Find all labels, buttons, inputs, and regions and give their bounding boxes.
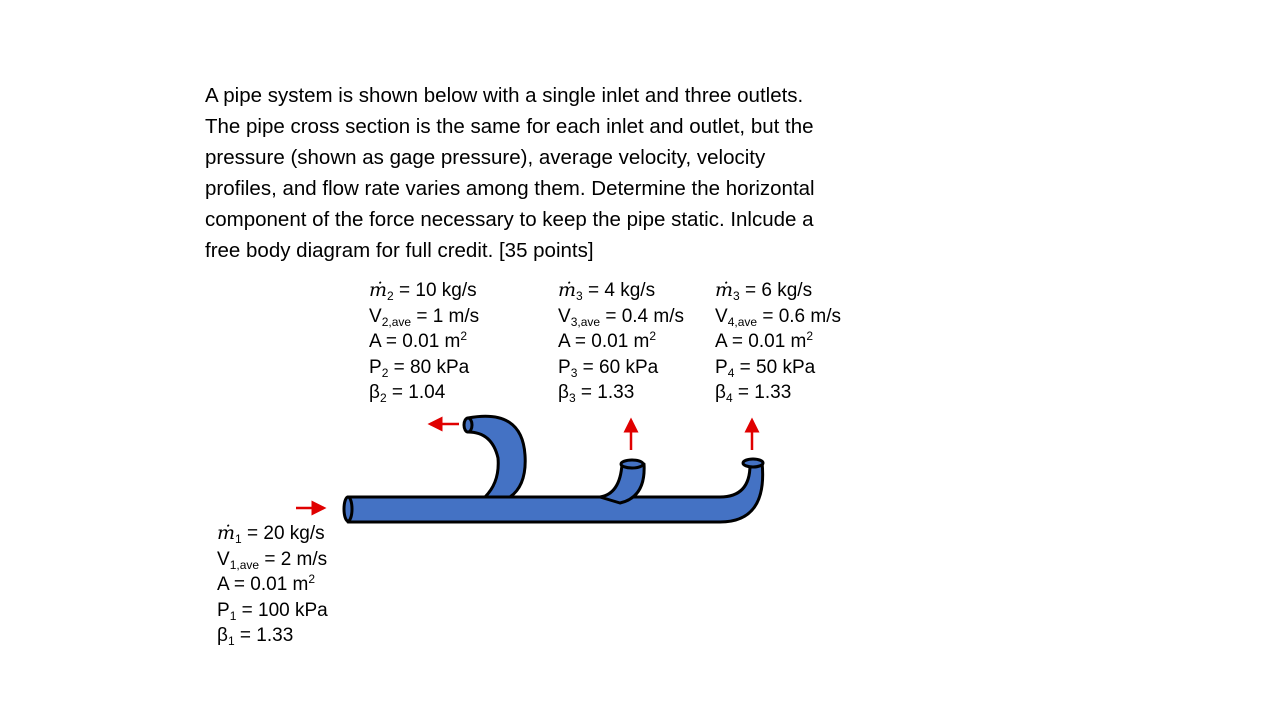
area: A = 0.01 $m^2$	[558, 329, 657, 352]
problem-line: profiles, and flow rate varies among them. Determine the horizontal	[205, 177, 815, 200]
pressure: $P_4 = 50$ kPa	[715, 356, 816, 380]
main-pipe	[348, 462, 763, 522]
mass-flow-rate: ṁ$_3$ = 6 kg/s	[715, 279, 813, 303]
outlet-2-opening	[464, 418, 472, 432]
area: A = 0.01 $m^2$	[369, 329, 468, 352]
mass-flow-rate: ṁ$_1$ = 20 kg/s	[217, 522, 325, 546]
pressure: $P_3 = 60$ kPa	[558, 356, 659, 380]
pipe-body	[344, 416, 763, 522]
branch-outlet-2	[468, 416, 525, 497]
mass-flow-rate: ṁ$_3$ = 4 kg/s	[558, 279, 656, 303]
area: A = 0.01 $m^2$	[715, 329, 814, 352]
mass-flow-rate: ṁ$_2$ = 10 kg/s	[369, 279, 477, 303]
inlet-1-opening	[344, 497, 352, 521]
momentum-factor: $\beta_4 = 1.33$	[715, 382, 792, 405]
outlet-3-opening	[621, 460, 643, 468]
momentum-factor: $\beta_2 = 1.04$	[369, 382, 446, 405]
problem-line: free body diagram for full credit. [35 points]	[205, 239, 594, 262]
momentum-factor: $\beta_3 = 1.33$	[558, 382, 635, 405]
momentum-factor: $\beta_1 = 1.33$	[217, 625, 294, 648]
average-velocity: $V_{4,ave} = 0.6$ m/s	[715, 305, 841, 329]
pressure: $P_1 = 100$ kPa	[217, 599, 328, 623]
average-velocity: $V_{1,ave} = 2$ m/s	[217, 548, 328, 572]
problem-line: The pipe cross section is the same for each inlet and outlet, but the	[205, 115, 814, 138]
pressure: $P_2 = 80$ kPa	[369, 356, 470, 380]
average-velocity: $V_{2,ave} = 1$ m/s	[369, 305, 480, 329]
average-velocity: $V_{3,ave} = 0.4$ m/s	[558, 305, 684, 329]
outlet-4-opening	[743, 459, 763, 467]
area: A = 0.01 $m^2$	[217, 572, 316, 595]
problem-line: pressure (shown as gage pressure), average velocity, velocity	[205, 146, 766, 169]
problem-line: component of the force necessary to keep the pipe static. Inlcude a	[205, 208, 814, 231]
problem-line: A pipe system is shown below with a single inlet and three outlets.	[205, 84, 804, 107]
